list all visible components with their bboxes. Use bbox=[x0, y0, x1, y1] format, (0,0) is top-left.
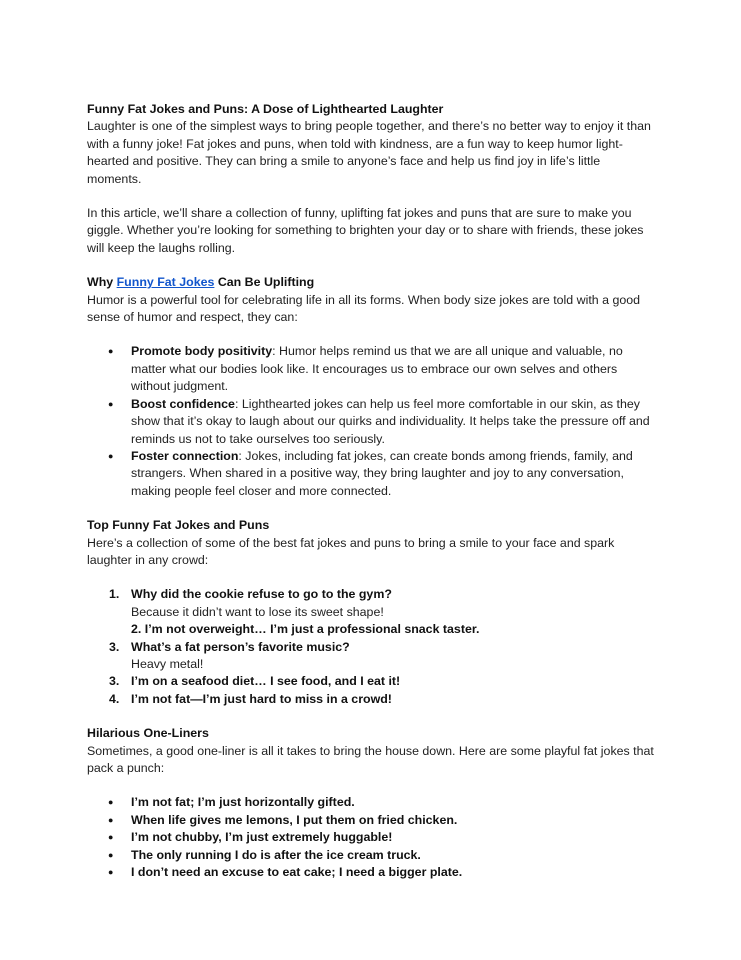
list-item: ● The only running I do is after the ice cream truck. bbox=[87, 847, 657, 864]
one-liners-list bbox=[87, 794, 657, 881]
list-item: 4. I’m not fat—I’m just hard to miss in a crowd! bbox=[109, 691, 392, 706]
article-title: Funny Fat Jokes and Puns: A Dose of Lighthearted Laughter bbox=[87, 102, 444, 116]
list-item: 1. Why did the cookie refuse to go to the gym? bbox=[109, 587, 392, 602]
section-heading-uplifting: Why Funny Fat Jokes Can Be Uplifting bbox=[87, 275, 315, 290]
section-text-top-jokes: Here’s a collection of some of the best fat jokes and puns to bring a smile to your face and spark laughter in any crowd: bbox=[87, 535, 615, 567]
section-text-uplifting: Humor is a powerful tool for celebrating life in all its forms. When body size jokes are told with a good sense of humor and respect, they can: bbox=[87, 292, 641, 325]
list-item: ● I don’t need an excuse to eat cake; I need a bigger plate. bbox=[87, 864, 657, 881]
section-heading-top-jokes: Top Funny Fat Jokes and Puns bbox=[87, 518, 270, 533]
section-text-one-liners: Sometimes, a good one-liner is all it takes to bring the house down. Here are some playful fat jokes that pack a punch: bbox=[87, 743, 654, 775]
intro-paragraph-2: In this article, we’ll share a collection of funny, uplifting fat jokes and puns that are sure to make you giggle. Whether you’re looking for something to brighten your day or to share with friends, these jokes will keep the laughs rolling. bbox=[87, 206, 644, 255]
list-item: ● Foster connection: Jokes, including fat jokes, can create bonds among friends, family, and strangers. When shared in a positive way, they bring laughter and joy to any conversation, making people feel closer and more connected. bbox=[87, 448, 657, 500]
list-item: ● I’m not chubby, I’m just extremely huggable! bbox=[87, 829, 657, 846]
section-heading-one-liners: Hilarious One-Liners bbox=[87, 726, 209, 741]
list-item: 3. What’s a fat person’s favorite music? bbox=[109, 639, 350, 654]
joke-line: 2. I’m not overweight… I’m just a professional snack taster. bbox=[131, 622, 480, 637]
funny-fat-jokes-link[interactable]: Funny Fat Jokes bbox=[116, 275, 215, 290]
list-item: ● I’m not fat; I’m just horizontally gifted. bbox=[87, 794, 657, 811]
document-page bbox=[87, 101, 657, 881]
list-item: ● When life gives me lemons, I put them on fried chicken. bbox=[87, 812, 657, 829]
benefits-list bbox=[87, 343, 657, 500]
list-item: 3. I’m on a seafood diet… I see food, and I eat it! bbox=[109, 674, 401, 689]
jokes-list bbox=[87, 586, 657, 603]
list-item: ● Promote body positivity: Humor helps remind us that we are all unique and valuable, no matter what our bodies look like. It encourages us to embrace our own selves and others without judgment. bbox=[87, 343, 657, 395]
list-item: ● Boost confidence: Lighthearted jokes can help us feel more comfortable in our skin, as they show that it’s okay to laugh about our quirks and individuality. It helps take the pressure off and reminds us not to take ourselves too seriously. bbox=[87, 396, 657, 448]
joke-answer: Because it didn’t want to lose its sweet shape! bbox=[131, 604, 384, 619]
joke-answer: Heavy metal! bbox=[131, 656, 204, 671]
intro-paragraph: Laughter is one of the simplest ways to bring people together, and there’s no better way to enjoy it than with a funny joke! Fat jokes and puns, when told with kindness, are a fun way to keep humor light-hearted and positive. They can bring a smile to anyone’s face and help us find joy in life’s little moments. bbox=[87, 119, 651, 186]
